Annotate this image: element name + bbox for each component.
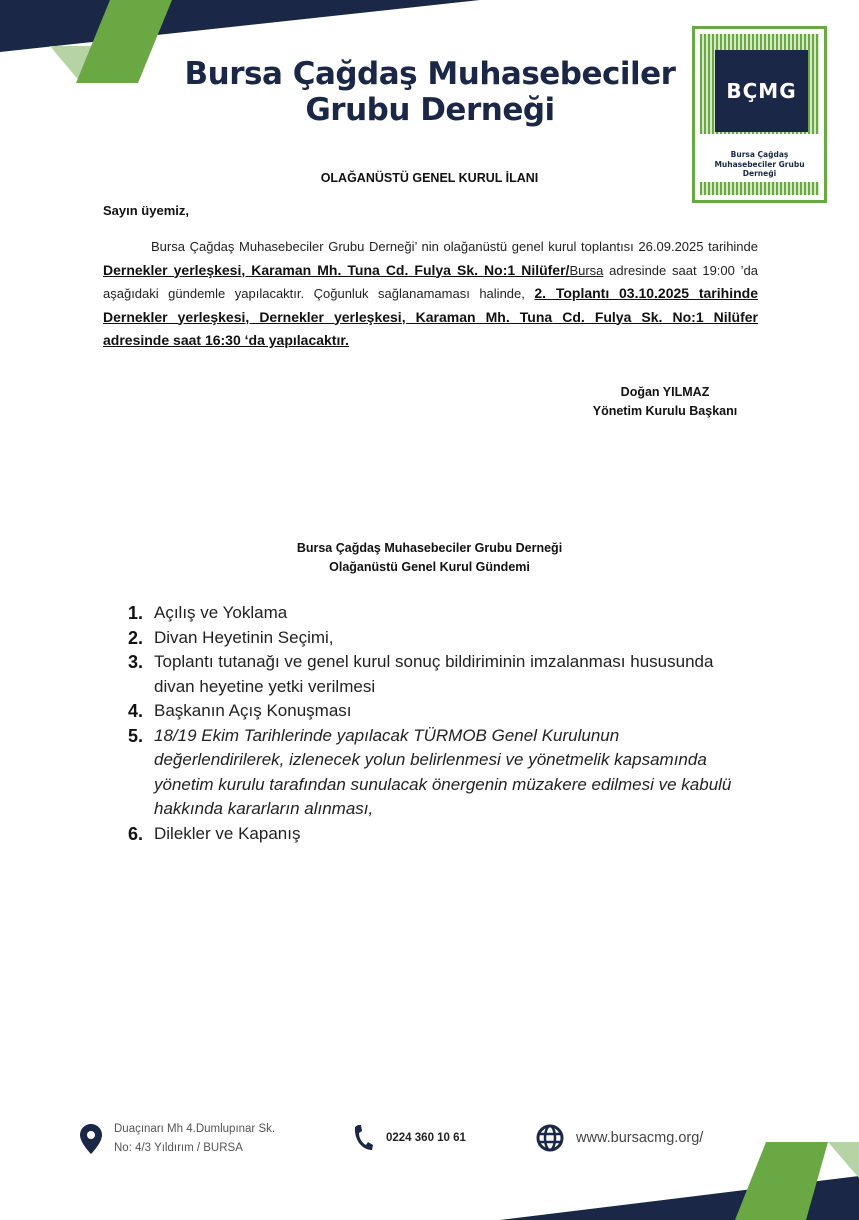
signatory-name: Doğan YILMAZ xyxy=(620,385,710,399)
meeting-address: Dernekler yerleşkesi, Karaman Mh. Tuna Cd. Fulya Sk. No:1 Nilüfer/ xyxy=(103,261,570,278)
agenda-list xyxy=(128,601,748,846)
logo-caption-line1: Bursa Çağdaş xyxy=(730,150,789,159)
agenda-item-number: 6. xyxy=(128,823,144,844)
organization-title xyxy=(160,56,700,128)
agenda-item-number: 4. xyxy=(128,701,144,721)
notice-text-part2: adresinde saat 19:00 ’da aşağıdaki gündemle yapılacaktır. Çoğunluk sağlanamaması halinde, xyxy=(103,262,758,301)
agenda-item xyxy=(128,650,748,699)
footer-website[interactable] xyxy=(536,1124,703,1152)
notice-text-part1: Bursa Çağdaş Muhasebeciler Grubu Derneği’ nin olağanüstü genel kurul toplantısı 26.09.2025 tarihinde xyxy=(151,239,758,254)
footer-phone[interactable] xyxy=(352,1124,466,1152)
agenda-title-line1: Bursa Çağdaş Muhasebeciler Grubu Derneği xyxy=(296,541,563,555)
greeting: Sayın üyemiz, xyxy=(103,203,189,218)
agenda-item-number: 2. xyxy=(128,627,144,648)
map-pin-icon xyxy=(80,1124,102,1154)
agenda-title xyxy=(0,539,859,577)
phone-icon xyxy=(352,1124,374,1152)
globe-icon xyxy=(536,1124,564,1152)
agenda-title-line2: Olağanüstü Genel Kurul Gündemi xyxy=(329,560,530,574)
agenda-item-number: 5. xyxy=(128,725,144,746)
agenda-item-text: Başkanın Açış Konuşması xyxy=(154,701,352,720)
agenda-item xyxy=(128,626,748,651)
org-title-line2: Grubu Derneği xyxy=(305,92,555,128)
address-line2: No: 4/3 Yıldırım / BURSA xyxy=(114,1142,243,1154)
notice-paragraph xyxy=(103,235,758,353)
agenda-item xyxy=(128,699,748,724)
footer-address xyxy=(80,1120,275,1158)
agenda-item-text: Toplantı tutanağı ve genel kurul sonuç bildiriminin imzalanması hususunda divan heyetine yetki verilmesi xyxy=(154,652,714,696)
signatory-role: Yönetim Kurulu Başkanı xyxy=(592,404,738,418)
second-meeting-info: 2. Toplantı 03.10.2025 tarihinde Dernekler yerleşkesi, Dernekler yerleşkesi, Karaman Mh. Tuna Cd. Fulya Sk. No:1 Nilüfer adresinde saat 16:30 ‘da yapılacaktır. xyxy=(103,285,758,348)
agenda-item xyxy=(128,822,748,847)
logo-caption-line2: Muhasebeciler Grubu xyxy=(714,159,805,169)
website-link[interactable]: www.bursacmg.org/ xyxy=(576,1129,704,1146)
signature-block xyxy=(540,383,790,421)
org-title-line1: Bursa Çağdaş Muhasebeciler xyxy=(184,56,676,92)
address-line1: Duaçınarı Mh 4.Dumlupınar Sk. xyxy=(114,1123,276,1135)
agenda-item-text: Dilekler ve Kapanış xyxy=(154,823,301,843)
logo-caption-line3: Derneği xyxy=(742,169,777,178)
agenda-item xyxy=(128,724,748,822)
agenda-item-text: Açılış ve Yoklama xyxy=(154,603,288,622)
agenda-item-number: 1. xyxy=(128,603,144,623)
agenda-item-text: 18/19 Ekim Tarihlerinde yapılacak TÜRMOB Genel Kurulunun değerlendirilerek, izlenecek yolun belirlenmesi ve yönetmelik kapsamında yönetim kurulu tarafından sunulacak önergenin müzakere edilmesi ve kabulü hakkında kararların alınması, xyxy=(154,725,732,818)
logo-monogram: BÇMG xyxy=(715,50,808,132)
meeting-city: Bursa xyxy=(569,262,604,278)
agenda-item xyxy=(128,601,748,626)
agenda-item-text: Divan Heyetinin Seçimi, xyxy=(154,627,334,647)
notice-title: OLAĞANÜSTÜ GENEL KURUL İLANI xyxy=(320,171,539,185)
agenda-item-number: 3. xyxy=(128,652,144,672)
phone-number[interactable]: 0224 360 10 61 xyxy=(386,1131,466,1144)
